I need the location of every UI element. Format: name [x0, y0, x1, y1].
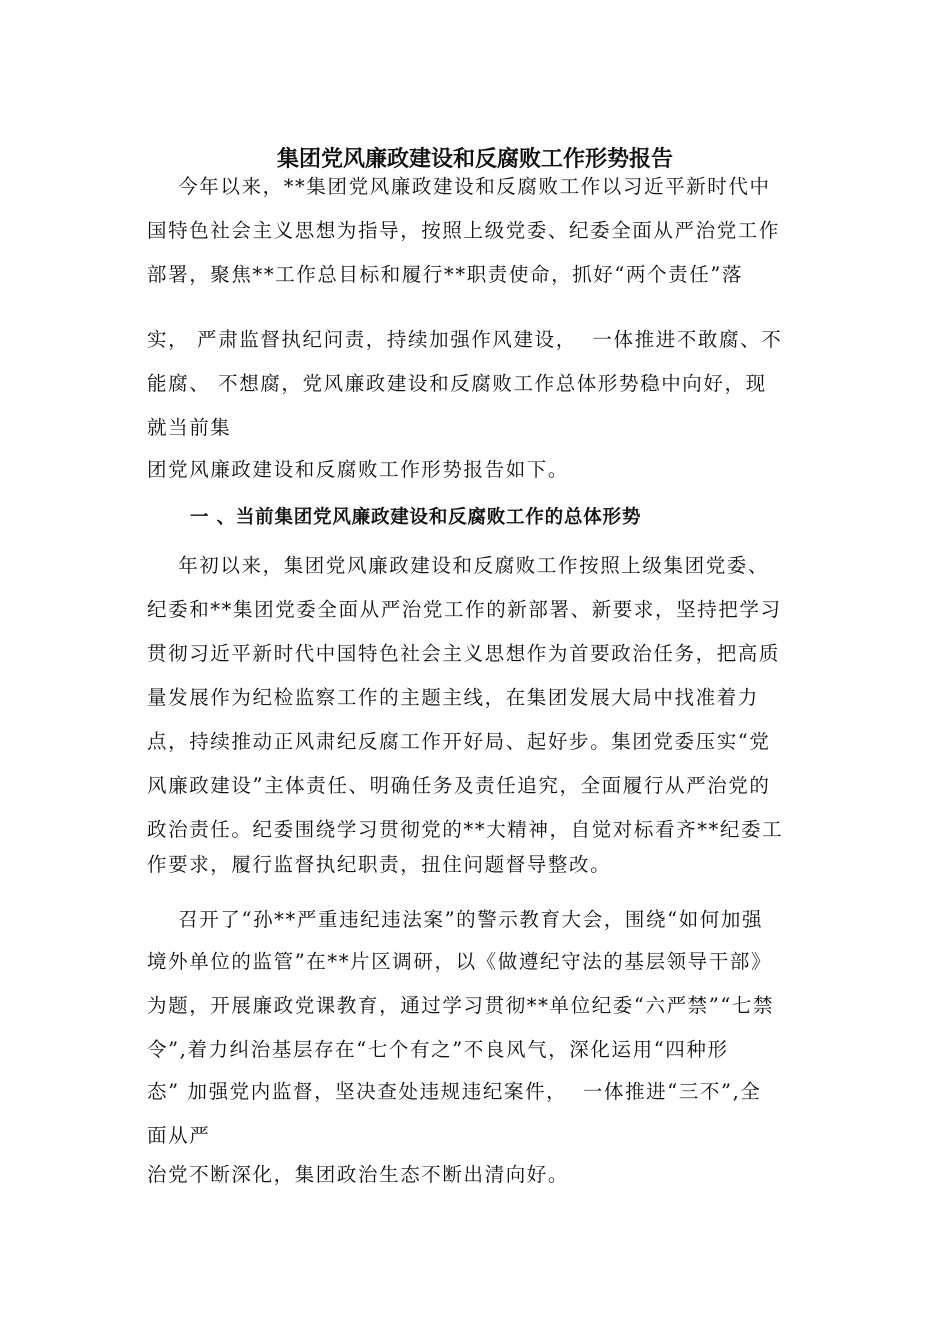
- paragraph-line: 年初以来，集团党风廉政建设和反腐败工作按照上级集团党委、: [147, 554, 769, 577]
- document-title: 集团党风廉政建设和反腐败工作形势报告: [276, 147, 673, 172]
- paragraph-line: 能腐、 不想腐，党风廉政建设和反腐败工作总体形势稳中向好，现: [147, 372, 767, 395]
- paragraph-line: 治党不断深化，集团政治生态不断出清向好。: [147, 1163, 570, 1186]
- paragraph-line: 部署，聚焦**工作总目标和履行**职责使命，抓好“两个责任”落: [147, 263, 744, 286]
- paragraph-line: 政治责任。纪委围绕学习贯彻党的**大精神，自觉对标看齐**纪委工: [147, 818, 784, 841]
- paragraph-line: 令”,着力纠治基层存在“七个有之”不良风气，深化运用“四种形: [147, 1038, 729, 1061]
- paragraph-line: 态” 加强党内监督，坚决查处违规违纪案件， 一体推进“三不”,全: [147, 1080, 762, 1103]
- section-heading: 一 、当前集团党风廉政建设和反腐败工作的总体形势: [190, 507, 642, 528]
- paragraph-line: 纪委和**集团党委全面从严治党工作的新部署、新要求，坚持把学习: [147, 598, 782, 621]
- paragraph-line: 实， 严肃监督执纪问责，持续加强作风建设， 一体推进不敢腐、不: [147, 328, 783, 351]
- paragraph-line: 点，持续推动正风肃纪反腐工作开好局、起好步。集团党委压实“党: [147, 730, 771, 753]
- paragraph-line: 召开了“孙**严重违纪违法案”的警示教育大会，围绕“如何加强: [147, 908, 764, 931]
- paragraph-line: 量发展作为纪检监察工作的主题主线，在集团发展大局中找准着力: [147, 686, 759, 709]
- paragraph-line: 贯彻习近平新时代中国特色社会主义思想作为首要政治任务，把高质: [147, 642, 781, 665]
- paragraph-line: 境外单位的监管”在**片区调研，以《做遵纪守法的基层领导干部》: [147, 950, 773, 973]
- paragraph-line: 为题，开展廉政党课教育，通过学习贯彻**单位纪委“六严禁”“七禁: [147, 994, 775, 1017]
- paragraph-line: 面从严: [147, 1124, 211, 1147]
- paragraph-line: 作要求，履行监督执纪职责，扭住问题督导整改。: [147, 853, 612, 876]
- paragraph-line: 风廉政建设”主体责任、明确任务及责任追究，全面履行从严治党的: [147, 774, 771, 797]
- paragraph-line: 今年以来，**集团党风廉政建设和反腐败工作以习近平新时代中: [147, 175, 771, 198]
- paragraph-line: 就当前集: [147, 416, 232, 439]
- paragraph-line: 国特色社会主义思想为指导，按照上级党委、纪委全面从严治党工作: [147, 219, 781, 242]
- paragraph-line: 团党风廉政建设和反腐败工作形势报告如下。: [147, 458, 570, 481]
